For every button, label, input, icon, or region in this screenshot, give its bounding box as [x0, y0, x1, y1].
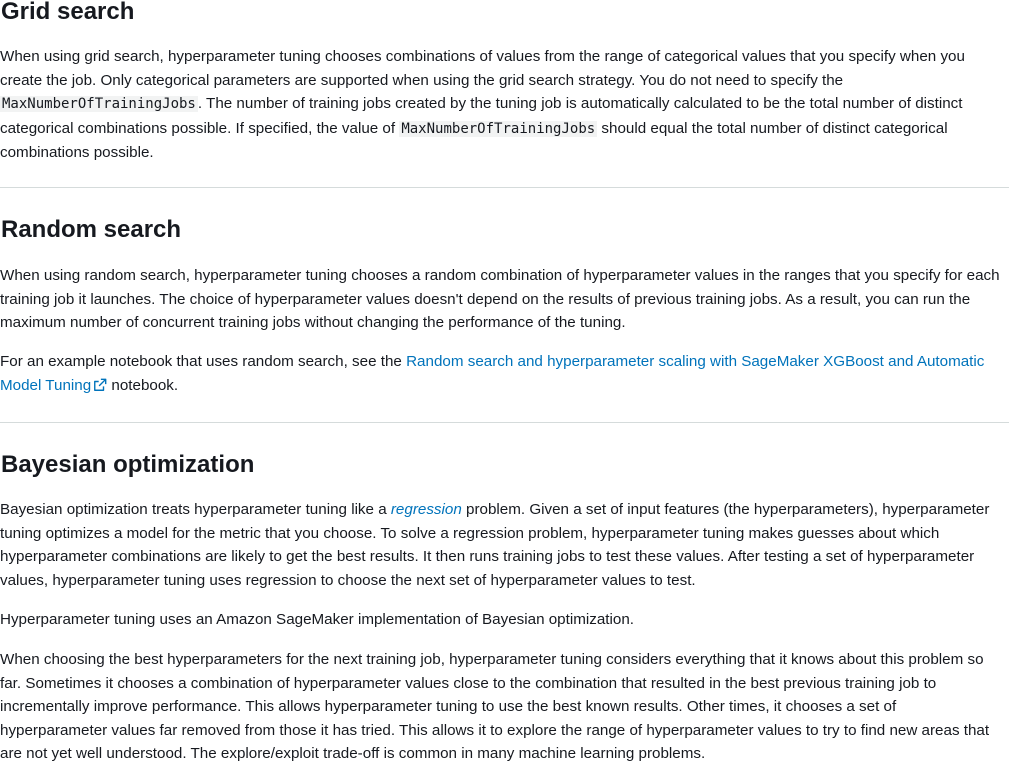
grid-text-c: should equal the total number of distinct categorical combinations possible. [0, 119, 948, 161]
regression-term: regression [390, 501, 462, 518]
code-max-training-jobs: MaxNumberOfTrainingJobs [2, 96, 196, 112]
random-example-text-a: For an example notebook that uses random search, see the [0, 353, 407, 370]
random-search-example-paragraph [0, 350, 1006, 397]
random-example-text-b: notebook. [107, 376, 179, 394]
random-search-paragraph: When using random search, hyperparameter tuning chooses a random combination of hyperparameter values in the ranges that you specify for each training job it launches. The choice of hyperparameter values doesn't depend on the results of previous training jobs. As a result, you can run the maximum number of concurrent training jobs without changing the performance of the tuning. [0, 267, 1000, 331]
section-heading-grid-search: Grid search [1, 0, 135, 25]
section-heading-random-search: Random search [1, 216, 182, 243]
random-search-notebook-link-text: Random search and hyperparameter scaling with SageMaker XGBoost and Automatic Model Tuning [0, 353, 985, 394]
bayesian-paragraph-3: When choosing the best hyperparameters for the next training job, hyperparameter tuning considers everything that it knows about this problem so far. Sometimes it chooses a combination of hyperparameter values close to the combination that resulted in the best previous training job to incrementally improve performance. This allows hyperparameter tuning to use the best known results. Other times, it chooses a set of hyperparameter values far removed from those it has tried. This allows it to explore the range of hyperparameter values to try to find new areas that are not yet well understood. The explore/exploit trade-off is common in many machine learning problems. [0, 651, 990, 762]
grid-text-b: . The number of training jobs created by the tuning job is automatically calculated to be the total number of distinct categorical combinations possible. If specified, the value of [0, 95, 963, 137]
grid-search-paragraph [0, 45, 1006, 165]
grid-text-a: When using grid search, hyperparameter tuning chooses combinations of values from the range of categorical values that you specify when you create the job. Only categorical parameters are supported when using the grid search strategy. You do not need to specify the [0, 48, 965, 89]
bayes-text-a: Bayesian optimization treats hyperparameter tuning like a [0, 501, 391, 518]
section-divider [0, 187, 1009, 188]
section-divider [0, 422, 1009, 423]
code-max-training-jobs-2: MaxNumberOfTrainingJobs [401, 120, 596, 137]
bayesian-paragraph-1 [0, 498, 1006, 592]
external-link-icon [93, 378, 107, 392]
bayes-text-b: problem. Given a set of input features (the hyperparameters), hyperparameter tuning optimizes a model for the metric that you choose. To solve a regression problem, hyperparameter tuning makes guesses about which hyperparameter combinations are likely to get the best results. It then runs training jobs to test these values. After testing a set of hyperparameter values, hyperparameter tuning uses regression to choose the next set of hyperparameter values to test. [0, 501, 990, 589]
section-heading-bayesian-optimization: Bayesian optimization [1, 451, 255, 478]
bayesian-paragraph-2: Hyperparameter tuning uses an Amazon SageMaker implementation of Bayesian optimization. [0, 611, 634, 628]
